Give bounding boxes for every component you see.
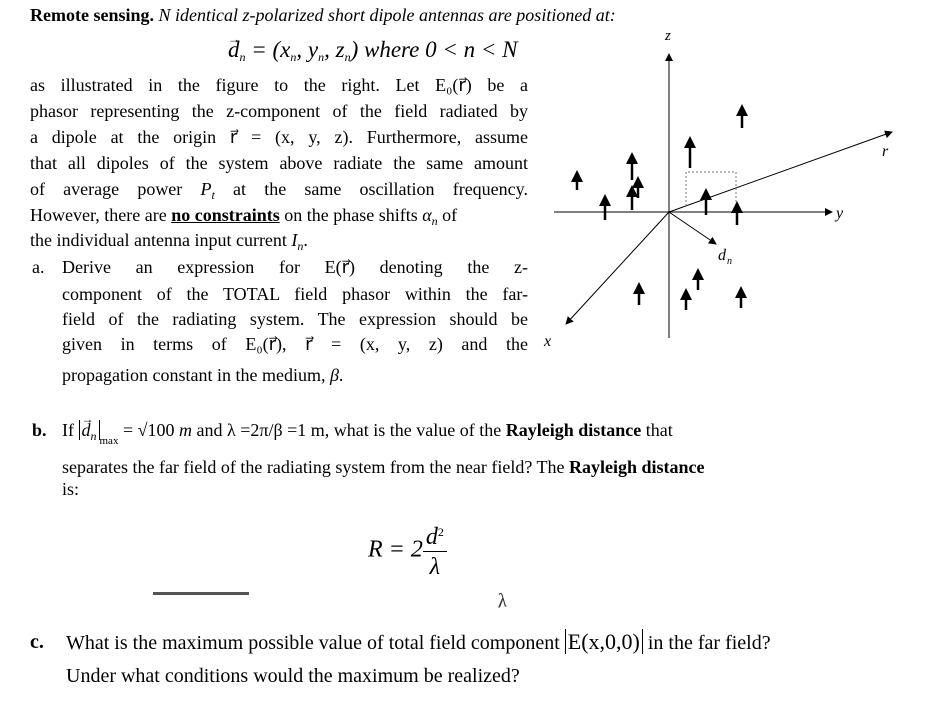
dipole-arrow-head (735, 286, 747, 298)
dn-vector (669, 212, 716, 244)
paragraph-line-3: a dipole at the origin r⃗ = (x, y, z). Furthermore, assume (30, 127, 528, 147)
position-condition: where 0 < n < N (363, 37, 518, 62)
part-b-label: b. (32, 420, 47, 440)
r-vector-label: r (882, 143, 889, 160)
dipole-array-figure (540, 20, 930, 350)
x-axis (566, 212, 669, 324)
paragraph-line-1: as illustrated in the figure to the right. Let E₀(r⃗) be a (30, 75, 528, 95)
answer-blank (153, 592, 249, 595)
handwritten-lambda: λ (496, 589, 509, 613)
rayleigh-distance-term-2: Rayleigh distance (568, 457, 705, 477)
dipole-arrow-head (731, 201, 743, 213)
part-a-line-1: Derive an expression for E(r⃗) denoting the z- (62, 257, 528, 277)
dipole-arrow-head (571, 170, 583, 182)
part-b-line-1: $If \to d_n$ $_{max}$ = √100 m and λ =2π/β =1 m, what is the value of the Rayleigh distance that (62, 419, 673, 452)
part-a-line-3: field of the radiating system. The expression should be (62, 309, 528, 329)
part-c-label: c. (30, 631, 44, 653)
dipole-arrow-head (632, 176, 644, 188)
dn-vector-sub-label: n (727, 256, 732, 267)
part-a-label: a. (32, 257, 45, 277)
paragraph-line-5: of average power $P_t$ at the same oscillation frequency. (30, 179, 528, 202)
part-b-line-2: separates the far field of the radiating system from the near field? The Rayleigh distance (62, 457, 705, 477)
rayleigh-formula: R = 2 $\frac{d^2}{\lambda}$ (368, 518, 447, 582)
projection-guide (686, 172, 736, 206)
dipole-arrow-head (599, 194, 611, 206)
part-c-line-2: Under what conditions would the maximum be realized? (66, 665, 520, 687)
dipole-group (571, 104, 748, 310)
paragraph-line-2: phasor representing the z-component of the field radiated by (30, 101, 528, 121)
rayleigh-distance-term-1: Rayleigh distance (505, 420, 642, 440)
dipole-arrow-head (684, 136, 696, 148)
part-a-line-2: component of the TOTAL field phasor within the far- (62, 284, 528, 304)
part-a-line-5: propagation constant in the medium, β. (62, 365, 344, 385)
z-axis-label: z (665, 28, 671, 44)
y-axis-label: y (836, 205, 844, 222)
dipole-arrow-head (680, 288, 692, 300)
intro-text: N identical z-polarized short dipole antennas are positioned at: (158, 5, 616, 25)
problem-title: Remote sensing. (30, 5, 154, 25)
x-axis-label: x (544, 333, 552, 350)
paragraph-line-6: However, there are no constraints on the phase shifts $\alpha_n$ of (30, 205, 458, 228)
paragraph-line-7: the individual antenna input current $I_n$. (30, 230, 308, 253)
dipole-arrow-head (633, 282, 645, 294)
position-equation: → $d_n = (x_n$, $y_n$, $z_n$) where 0 < n < N (228, 36, 517, 71)
paragraph-line-4: that all dipoles of the system above radiate the same amount (30, 153, 528, 173)
dipole-arrow-head (736, 104, 748, 116)
part-c-line-1: What is the maximum possible value of total field component E(x,0,0) in the far field? (66, 629, 771, 654)
no-constraints-emphasis: no constraints (171, 205, 280, 225)
intro-line (30, 4, 616, 26)
dipole-arrow-head (626, 152, 638, 164)
e-x00-expression: E(x,0,0) (565, 629, 643, 654)
dipole-arrow-head (692, 268, 704, 280)
part-a-line-4: given in terms of E₀(r⃗), r⃗ = (x, y, z) and the (62, 334, 528, 354)
part-b-line-3: is: (62, 479, 80, 499)
dipole-arrow-head (700, 188, 712, 200)
dn-vector-label: d (718, 247, 726, 264)
dn-vector-symbol: → d (228, 36, 240, 64)
